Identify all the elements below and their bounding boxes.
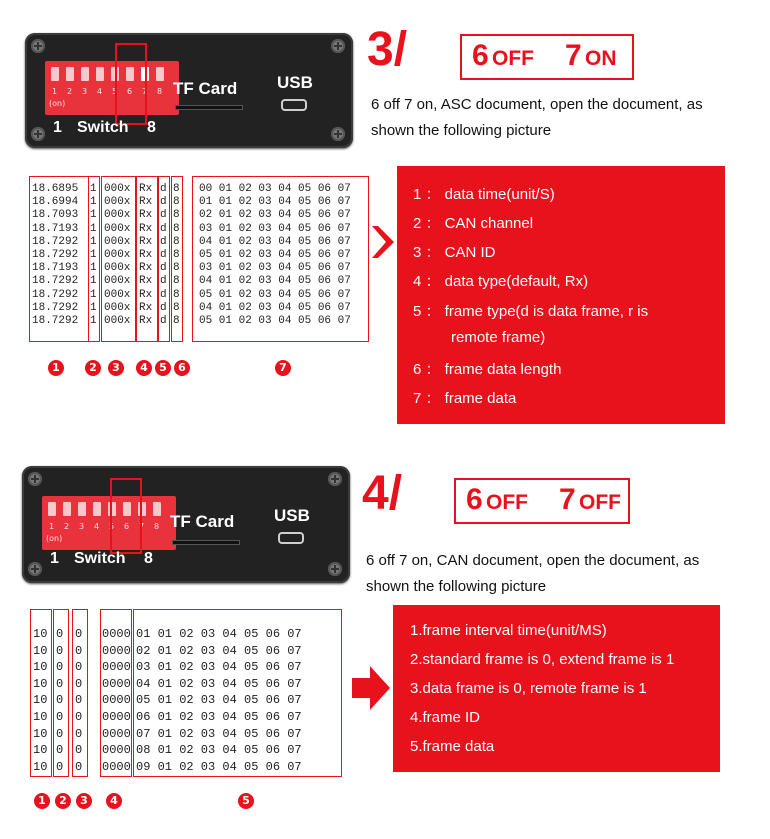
dip-number: 6 bbox=[127, 87, 133, 96]
switch-number-end: 8 bbox=[144, 550, 153, 567]
data-time-values: 18.6895 18.6994 18.7093 18.7193 18.7292 18.7292 18.7193 18.7292 18.7292 18.7292 18.7292 bbox=[32, 183, 79, 328]
badge-7: 7 bbox=[275, 360, 291, 376]
switch-highlight bbox=[110, 478, 145, 554]
screw-icon bbox=[328, 562, 342, 576]
badge-3: 3 bbox=[76, 793, 92, 809]
column-data-type bbox=[136, 176, 158, 342]
column-frame-kind bbox=[72, 609, 88, 777]
dip-on-label: (on) bbox=[49, 99, 66, 108]
column-can-id bbox=[101, 176, 136, 342]
device-image-bottom bbox=[22, 466, 350, 583]
arrow-right-icon bbox=[372, 222, 396, 262]
badge-5: 5 bbox=[155, 360, 171, 376]
column-frame-type bbox=[158, 176, 170, 342]
dip-on-label: (on) bbox=[46, 534, 63, 543]
dip-switch-block bbox=[42, 496, 176, 550]
badge-1: 1 bbox=[48, 360, 64, 376]
dip-number: 5 bbox=[109, 522, 115, 531]
badge-4: 4 bbox=[136, 360, 152, 376]
legend-box: 1.frame interval time(unit/MS) 2.standard frame is 0, extend frame is 1 3.data frame is 0, remote frame is 1 4.frame ID 5.frame data bbox=[393, 605, 720, 772]
tf-card-label: TF Card bbox=[170, 512, 235, 531]
badge-5: 5 bbox=[238, 793, 254, 809]
dip-number: 2 bbox=[64, 522, 70, 531]
frame-data-values: 01 01 02 03 04 05 06 07 02 01 02 03 04 05 06 07 03 01 02 03 04 05 06 07 04 01 02 03 04 05 06 07 05 01 02 03 04 05 06 07 06 01 02 03 04 05 06 07 07 01 02 03 04 05 06 07 08 01 02 03 04 05 06 07 09 01 02 03 04 05 06 07 bbox=[136, 627, 302, 774]
usb-port-icon bbox=[281, 99, 307, 111]
switch-number-start: 1 bbox=[53, 119, 62, 136]
dip-number: 8 bbox=[154, 522, 160, 531]
badge-3: 3 bbox=[108, 360, 124, 376]
switch-highlight bbox=[115, 43, 147, 125]
column-frame-data bbox=[133, 609, 342, 777]
dip-number: 7 bbox=[139, 522, 145, 531]
badge-4: 4 bbox=[106, 793, 122, 809]
column-data-length bbox=[171, 176, 183, 342]
dip-number: 4 bbox=[94, 522, 100, 531]
column-interval-time bbox=[30, 609, 52, 777]
dip-number: 4 bbox=[97, 87, 103, 96]
screw-icon bbox=[331, 39, 345, 53]
usb-label: USB bbox=[274, 506, 310, 525]
screw-icon bbox=[31, 127, 45, 141]
screw-icon bbox=[28, 562, 42, 576]
dip-switch-block bbox=[45, 61, 179, 115]
legend-box: 1 ： data time(unit/S) 2 ： CAN channel 3 ： CAN ID 4 ： data type(default, Rx) 5 ： frame type(d is data frame, r is remote frame) 6 ： frame data length 7 ： frame data bbox=[397, 166, 725, 424]
switch-setting-box: 6 OFF 7 OFF bbox=[454, 478, 630, 524]
badge-2: 2 bbox=[85, 360, 101, 376]
device-image-top bbox=[25, 33, 353, 148]
usb-port-icon bbox=[278, 532, 304, 544]
dip-number: 1 bbox=[52, 87, 58, 96]
can-channel-values: 1 1 1 1 1 1 1 1 1 1 1 bbox=[90, 183, 97, 328]
tf-card-slot bbox=[172, 540, 240, 545]
step-number: 4/ bbox=[362, 467, 403, 520]
frame-id-values: 0000 0000 0000 0000 0000 0000 0000 0000 0000 bbox=[102, 627, 131, 774]
screw-icon bbox=[331, 127, 345, 141]
dip-number: 3 bbox=[79, 522, 85, 531]
badge-1: 1 bbox=[34, 793, 50, 809]
frame-type-values: d d d d d d d d d d d bbox=[160, 183, 167, 328]
screw-icon bbox=[28, 472, 42, 486]
arrow-right-icon bbox=[352, 664, 392, 712]
switch-number-end: 8 bbox=[147, 119, 156, 136]
screw-icon bbox=[31, 39, 45, 53]
dip-number: 6 bbox=[124, 522, 130, 531]
data-length-values: 8 8 8 8 8 8 8 8 8 8 8 bbox=[173, 183, 180, 328]
tf-card-slot bbox=[175, 105, 243, 110]
switch-setting-box: 6 OFF 7 ON bbox=[460, 34, 634, 80]
dip-number: 1 bbox=[49, 522, 55, 531]
column-data-time bbox=[29, 176, 89, 342]
switch-number-start: 1 bbox=[50, 550, 59, 567]
column-can-channel bbox=[88, 176, 100, 342]
frame-data-values: 00 01 02 03 04 05 06 07 01 01 02 03 04 05 06 07 02 01 02 03 04 05 06 07 03 01 02 03 04 05 06 07 04 01 02 03 04 05 06 07 05 01 02 03 04 05 06 07 03 01 02 03 04 05 06 07 04 01 02 03 04 05 06 07 05 01 02 03 04 05 06 07 04 01 02 03 04 05 06 07 05 01 02 03 04 05 06 07 bbox=[199, 183, 351, 328]
dip-number: 8 bbox=[157, 87, 163, 96]
data-type-values: Rx Rx Rx Rx Rx Rx Rx Rx Rx Rx Rx bbox=[139, 183, 153, 328]
dip-number: 7 bbox=[142, 87, 148, 96]
interval-time-values: 10 10 10 10 10 10 10 10 10 bbox=[33, 627, 48, 774]
dip-number: 5 bbox=[112, 87, 118, 96]
step-description: 6 off 7 on, CAN document, open the document, as shown the following picture bbox=[366, 552, 700, 595]
step-number: 3/ bbox=[367, 23, 408, 76]
switch-label: Switch bbox=[77, 119, 129, 136]
badge-6: 6 bbox=[174, 360, 190, 376]
standard-frame-values: 0 0 0 0 0 0 0 0 0 bbox=[56, 627, 64, 774]
frame-kind-values: 0 0 0 0 0 0 0 0 0 bbox=[75, 627, 83, 774]
badge-2: 2 bbox=[55, 793, 71, 809]
dip-number: 3 bbox=[82, 87, 88, 96]
column-standard-frame bbox=[53, 609, 69, 777]
usb-label: USB bbox=[277, 73, 313, 92]
dip-number: 2 bbox=[67, 87, 73, 96]
switch-label: Switch bbox=[74, 550, 126, 567]
screw-icon bbox=[328, 472, 342, 486]
column-frame-id bbox=[100, 609, 132, 777]
step-description: 6 off 7 on, ASC document, open the document, as shown the following picture bbox=[371, 96, 703, 139]
tf-card-label: TF Card bbox=[173, 79, 238, 98]
column-frame-data bbox=[192, 176, 369, 342]
can-id-values: 000x 000x 000x 000x 000x 000x 000x 000x 000x 000x 000x bbox=[104, 183, 131, 328]
